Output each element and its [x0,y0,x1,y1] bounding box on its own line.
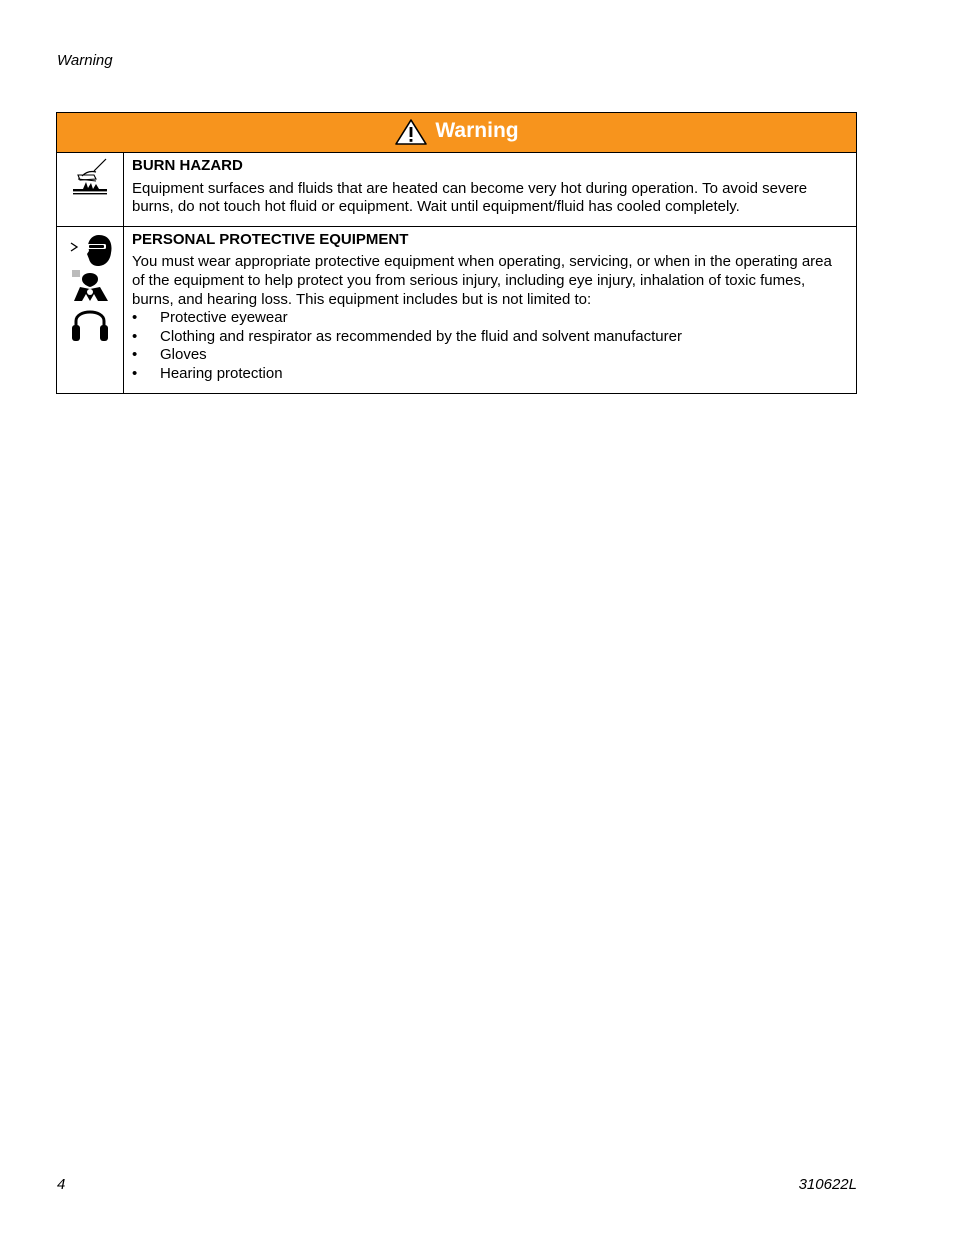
ppe-item-list [132,309,848,383]
respirator-icon [68,267,112,301]
hot-surface-hand-icon [70,156,110,198]
hazard-title-burn: BURN HAZARD [132,157,243,174]
warning-banner-row [57,113,857,153]
document-number: 310622L [798,1176,857,1193]
ear-protection-icon [68,301,112,343]
hazard-row-burn [57,153,857,227]
hazard-text-cell [124,226,857,393]
warning-triangle-icon [394,118,428,146]
list-item: • Hearing protection [132,365,848,384]
hazard-icon-cell [57,153,124,227]
hazard-text-cell [124,153,857,227]
list-item: • Gloves [132,346,848,365]
list-item: • Clothing and respirator as recommended by the fluid and solvent manufacturer [132,328,848,347]
page-number: 4 [57,1176,66,1193]
hazard-row-ppe [57,226,857,393]
warning-table [56,112,857,394]
hazard-title-ppe: PERSONAL PROTECTIVE EQUIPMENT [132,230,409,248]
hazard-icon-cell [57,226,124,393]
warning-banner [57,113,857,153]
hazard-text-burn: Equipment surfaces and fluids that are heated can become very hot during operation. To avoid severe burns, do not touch hot fluid or equipment. Wait until equipment/fluid has cooled completely. [132,179,808,216]
warning-title: Warning [435,119,519,143]
list-item: • Protective eyewear [132,309,848,328]
hazard-text-ppe: You must wear appropriate protective equipment when operating, servicing, or when in the operating area of the equipment to help protect you from serious injury, including eye injury, inhalation of toxic fumes, burns, and hearing loss. This equipment includes but is not limited to: [132,253,832,308]
running-header: Warning [57,52,113,69]
face-shield-icon [65,233,115,267]
